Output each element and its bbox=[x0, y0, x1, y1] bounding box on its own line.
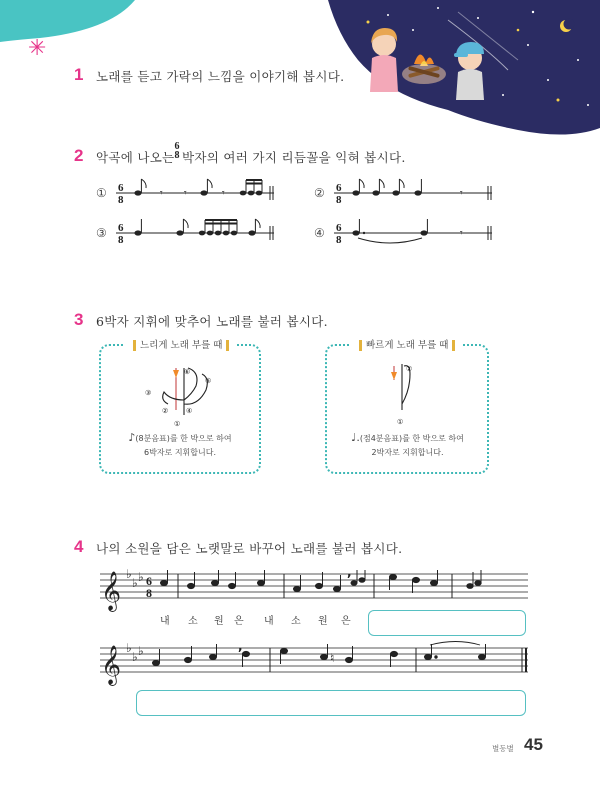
desc-slow-line2: 6박자로 지휘합니다. bbox=[144, 448, 216, 457]
conducting-desc-fast bbox=[335, 431, 480, 460]
desc-fast-line1-text: (점4분음표)를 한 박으로 하여 bbox=[359, 434, 464, 443]
lyric-3: 원 bbox=[214, 616, 224, 627]
conducting-title-slow-text: 느리게 노래 부를 때 bbox=[140, 340, 223, 351]
svg-text:♭: ♭ bbox=[126, 567, 132, 581]
asterisk-icon: ✳ bbox=[28, 36, 47, 61]
svg-text:6: 6 bbox=[336, 222, 342, 234]
question-4-text: 나의 소원을 담은 노랫말로 바꾸어 노래를 불러 봅시다. bbox=[96, 541, 403, 556]
svg-text:6: 6 bbox=[146, 574, 152, 588]
time-sig-top: 6 bbox=[174, 141, 180, 152]
svg-text:𝄾: 𝄾 bbox=[460, 228, 463, 239]
svg-text:𝄾: 𝄾 bbox=[222, 188, 225, 199]
footer-song-title: 별동별 bbox=[492, 744, 514, 753]
svg-text:𝄞: 𝄞 bbox=[101, 571, 122, 611]
svg-text:♭: ♭ bbox=[138, 570, 144, 584]
question-3-number: 3 bbox=[74, 310, 84, 329]
rhythm-label-1: ① bbox=[96, 186, 107, 200]
desc-slow-line1-text: (8분음표)를 한 박으로 하여 bbox=[135, 434, 232, 443]
svg-text:𝄞: 𝄞 bbox=[101, 645, 122, 685]
svg-text:8: 8 bbox=[336, 234, 342, 246]
rhythm-pattern-3 bbox=[112, 216, 278, 246]
lyric-2: 소 bbox=[188, 616, 198, 627]
beat-5: ⑤ bbox=[205, 377, 212, 385]
page-number: 45 bbox=[524, 735, 543, 754]
lyric-7: 원 bbox=[318, 616, 328, 627]
svg-text:♭: ♭ bbox=[132, 650, 138, 664]
corner-wave-decoration bbox=[0, 0, 140, 45]
conducting-title-fast bbox=[351, 337, 463, 351]
conducting-pattern-six-beat bbox=[140, 360, 230, 430]
title-bar-right bbox=[452, 340, 455, 351]
svg-text:𝄾: 𝄾 bbox=[460, 188, 463, 199]
svg-text:8: 8 bbox=[118, 234, 124, 246]
conducting-desc-slow bbox=[110, 431, 250, 460]
svg-text:♭: ♭ bbox=[138, 644, 144, 658]
beat-2-fast: ② bbox=[406, 365, 413, 373]
night-sky-illustration bbox=[328, 0, 600, 140]
desc-slow-line1 bbox=[110, 431, 250, 446]
svg-text:♮: ♮ bbox=[330, 651, 335, 665]
conducting-title-slow bbox=[125, 337, 237, 351]
beat-4: ④ bbox=[186, 407, 193, 415]
beat-1: ① bbox=[174, 420, 181, 428]
beat-1-fast: ① bbox=[397, 418, 404, 426]
lyrics-answer-field-2[interactable] bbox=[136, 690, 526, 716]
conducting-pattern-two-beat bbox=[380, 360, 430, 430]
svg-text:,: , bbox=[347, 566, 352, 579]
svg-text:8: 8 bbox=[336, 194, 342, 206]
svg-text:♭: ♭ bbox=[132, 576, 138, 590]
svg-text:♭: ♭ bbox=[126, 641, 132, 655]
question-2-number: 2 bbox=[74, 146, 84, 165]
question-2-text-after: 박자의 여러 가지 리듬꼴을 익혀 봅시다. bbox=[182, 150, 406, 165]
svg-text:𝄾: 𝄾 bbox=[160, 188, 163, 199]
svg-text:8: 8 bbox=[146, 586, 152, 600]
title-bar-left bbox=[133, 340, 136, 351]
beat-6: ⑥ bbox=[184, 368, 191, 376]
svg-text:6: 6 bbox=[118, 182, 124, 194]
conducting-title-fast-text: 빠르게 노래 부를 때 bbox=[366, 340, 449, 351]
music-staff-2 bbox=[98, 640, 530, 686]
beat-2: ② bbox=[162, 407, 169, 415]
question-3-text: 6박자 지휘에 맞추어 노래를 불러 봅시다. bbox=[96, 314, 328, 329]
desc-fast-line2: 2박자로 지휘합니다. bbox=[371, 448, 444, 457]
question-4-number: 4 bbox=[74, 537, 84, 556]
svg-text:𝄾: 𝄾 bbox=[184, 188, 187, 199]
svg-text:6: 6 bbox=[336, 182, 342, 194]
question-1-text: 노래를 듣고 가락의 느낌을 이야기해 봅시다. bbox=[96, 69, 345, 84]
question-1-number: 1 bbox=[74, 65, 84, 84]
time-sig-bottom: 8 bbox=[174, 150, 180, 161]
rhythm-pattern-2 bbox=[330, 176, 496, 206]
title-bar-left bbox=[359, 340, 362, 351]
inline-time-signature bbox=[173, 142, 181, 160]
svg-text:8: 8 bbox=[118, 194, 124, 206]
lyric-1: 내 bbox=[160, 616, 170, 627]
title-bar-right bbox=[226, 340, 229, 351]
eighth-note-icon: ♪ bbox=[128, 431, 136, 444]
lyric-5: 내 bbox=[264, 616, 274, 627]
rhythm-label-4: ④ bbox=[314, 226, 325, 240]
music-staff-1 bbox=[98, 566, 530, 612]
rhythm-pattern-1 bbox=[112, 176, 278, 206]
desc-fast-line1 bbox=[335, 431, 480, 446]
beat-3: ③ bbox=[145, 389, 152, 397]
rhythm-label-3: ③ bbox=[96, 226, 107, 240]
svg-text:,: , bbox=[238, 640, 243, 653]
rhythm-label-2: ② bbox=[314, 186, 325, 200]
rhythm-pattern-4 bbox=[330, 216, 496, 246]
lyric-6: 소 bbox=[291, 616, 301, 627]
lyric-4: 은 bbox=[234, 616, 244, 627]
lyric-8: 은 bbox=[341, 616, 351, 627]
dotted-quarter-note-icon: ♩. bbox=[351, 431, 360, 444]
lyrics-answer-field-1[interactable] bbox=[368, 610, 526, 636]
question-2-text-before: 악곡에 나오는 bbox=[96, 150, 175, 165]
svg-text:6: 6 bbox=[118, 222, 124, 234]
